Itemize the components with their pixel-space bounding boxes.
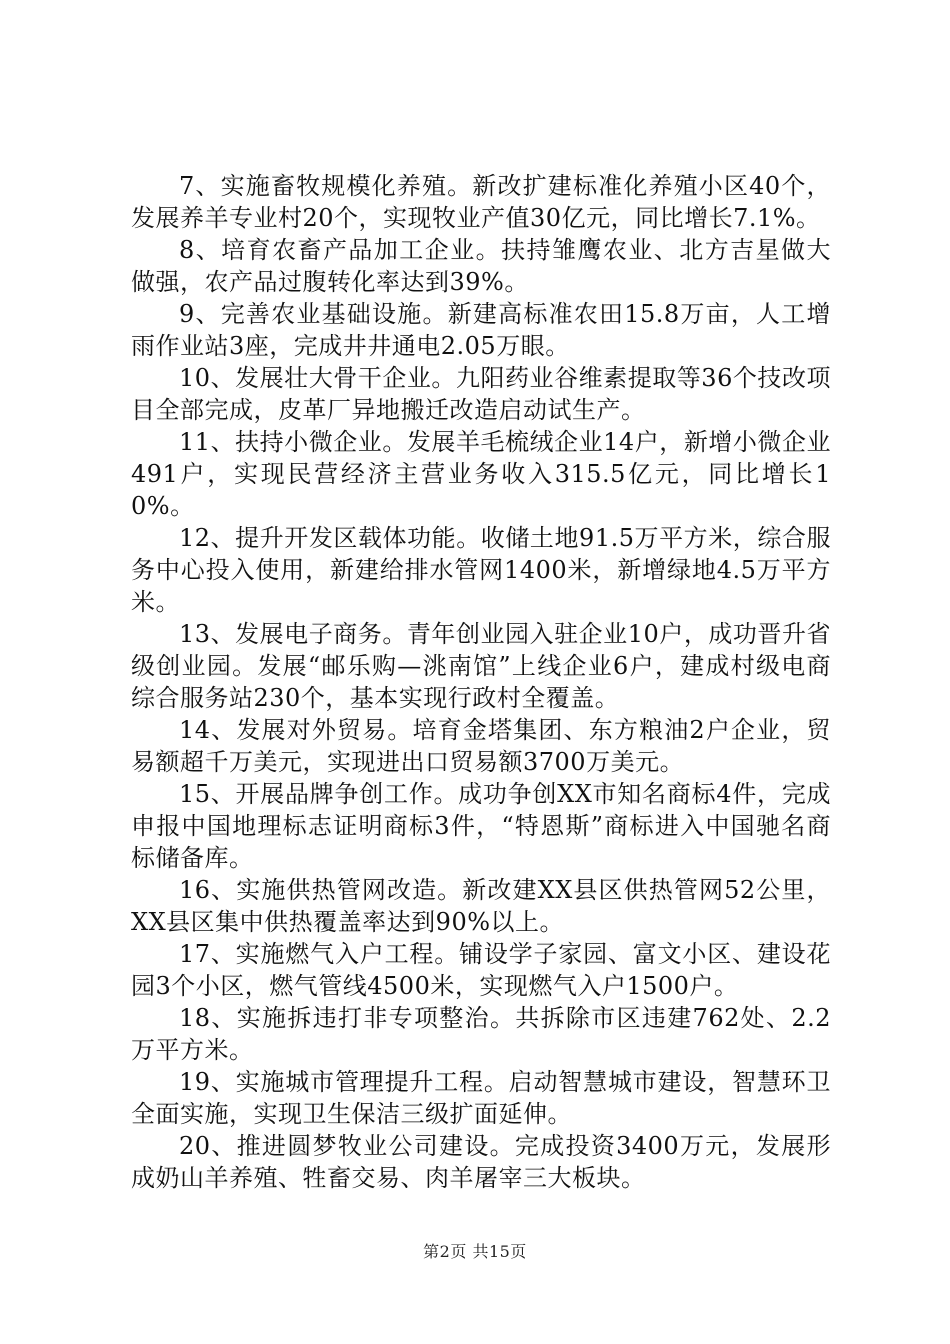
page-number-footer: 第2页 共15页	[423, 1242, 527, 1261]
paragraph-item-12: 12、提升开发区载体功能。收储土地91.5万平方米，综合服务中心投入使用，新建给排水管网1400米，新增绿地4.5万平方米。	[131, 524, 831, 616]
document-body	[131, 170, 831, 1194]
paragraph-item-7: 7、实施畜牧规模化养殖。新改扩建标准化养殖小区40个，发展养羊专业村20个，实现牧业产值30亿元，同比增长7.1%。	[131, 172, 831, 232]
paragraph-item-10: 10、发展壮大骨干企业。九阳药业谷维素提取等36个技改项目全部完成，皮革厂异地搬迁改造启动试生产。	[131, 364, 831, 424]
paragraph-item-8: 8、培育农畜产品加工企业。扶持雏鹰农业、北方吉星做大做强，农产品过腹转化率达到39%。	[131, 236, 831, 296]
paragraph-item-11: 11、扶持小微企业。发展羊毛梳绒企业14户，新增小微企业491户，实现民营经济主营业务收入315.5亿元，同比增长10%。	[131, 428, 831, 520]
paragraph-item-20: 20、推进圆梦牧业公司建设。完成投资3400万元，发展形成奶山羊养殖、牲畜交易、肉羊屠宰三大板块。	[131, 1132, 831, 1192]
paragraph-item-18: 18、实施拆违打非专项整治。共拆除市区违建762处、2.2万平方米。	[131, 1004, 831, 1064]
paragraph-item-19: 19、实施城市管理提升工程。启动智慧城市建设，智慧环卫全面实施，实现卫生保洁三级扩面延伸。	[131, 1068, 831, 1128]
paragraph-item-16: 16、实施供热管网改造。新改建XX县区供热管网52公里，XX县区集中供热覆盖率达到90%以上。	[131, 876, 831, 936]
paragraph-item-15: 15、开展品牌争创工作。成功争创XX市知名商标4件，完成申报中国地理标志证明商标3件，“特恩斯”商标进入中国驰名商标储备库。	[131, 780, 831, 872]
paragraph-item-17: 17、实施燃气入户工程。铺设学子家园、富文小区、建设花园3个小区，燃气管线4500米，实现燃气入户1500户。	[131, 940, 831, 1000]
paragraph-item-14: 14、发展对外贸易。培育金塔集团、东方粮油2户企业，贸易额超千万美元，实现进出口贸易额3700万美元。	[131, 716, 831, 776]
paragraph-item-9: 9、完善农业基础设施。新建高标准农田15.8万亩，人工增雨作业站3座，完成井井通电2.05万眼。	[131, 300, 831, 360]
paragraph-item-13: 13、发展电子商务。青年创业园入驻企业10户，成功晋升省级创业园。发展“邮乐购—洮南馆”上线企业6户，建成村级电商综合服务站230个，基本实现行政村全覆盖。	[131, 620, 831, 712]
